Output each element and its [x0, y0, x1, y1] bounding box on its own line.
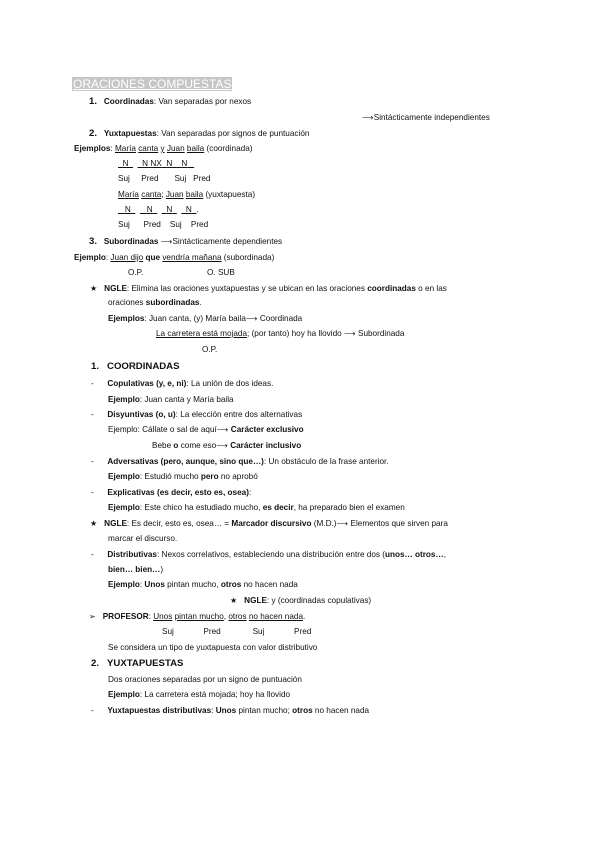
example-yuxtapuesta: María canta; Juan baila (yuxtapuesta)	[118, 190, 256, 199]
ngle-example-subordinada: La carretera está mojada; (por tanto) hoy ha llovido ⟶ Subordinada	[156, 329, 405, 338]
analysis-suj-pred-row-2: Suj Pred Suj Pred	[118, 220, 209, 229]
disyuntivas-example-2: Bebe o come eso⟶ Carácter inclusivo	[152, 441, 302, 450]
profesor-note: ➢ PROFESOR: Unos pintan mucho, otros no hacen nada.	[89, 612, 306, 621]
ngle-note-1-cont: oraciones subordinadas.	[108, 298, 202, 307]
ngle-note-3: ★ NGLE: y (coordinadas copulativas)	[230, 596, 372, 605]
yuxtapuestas-distributivas-item: - Yuxtapuestas distributivas: Unos pintan mucho; otros no hacen nada	[91, 706, 370, 715]
independientes-note: ⟶Sintácticamente independientes	[362, 113, 490, 122]
profesor-analysis: Suj Pred Suj Pred	[162, 627, 312, 636]
section-heading-yuxtapuestas: 2. YUXTAPUESTAS	[91, 658, 184, 669]
copulativas-example: Ejemplo: Juan canta y María baila	[108, 395, 234, 404]
distributivas-example: Ejemplo: Unos pintan mucho, otros no hacen nada	[108, 580, 298, 589]
item-subordinadas: 3. Subordinadas ⟶Sintácticamente dependientes	[89, 236, 283, 247]
analysis-n-row-1: N N NX N N	[122, 159, 188, 168]
disyuntivas-example-1: Ejemplo: Cállate o sal de aquí⟶ Carácter exclusivo	[108, 425, 304, 434]
yuxtapuestas-example: Ejemplo: La carretera está mojada; hoy ha llovido	[108, 690, 291, 699]
distributivas-item-cont: bien… bien…)	[108, 565, 164, 574]
explicativas-item: - Explicativas (es decir, esto es, osea):	[91, 488, 252, 497]
star-icon: ★	[230, 596, 238, 605]
arrow-bullet-icon: ➢	[89, 612, 96, 621]
disyuntivas-item: - Disyuntivas (o, u): La elección entre dos alternativas	[91, 410, 303, 419]
explicativas-example: Ejemplo: Este chico ha estudiado mucho, es decir, ha preparado bien el examen	[108, 503, 405, 512]
distributivas-item: - Distributivas: Nexos correlativos, estableciendo una distribución entre dos (unos… otros…,	[91, 550, 446, 559]
op-label: O.P.	[202, 345, 218, 354]
item-yuxtapuestas: 2. Yuxtapuestas: Van separadas por signos de puntuación	[89, 128, 310, 139]
section-heading-coordinadas: 1. COORDINADAS	[91, 361, 180, 372]
item-coordinadas: 1. Coordinadas: Van separadas por nexos	[89, 96, 252, 107]
ngle-note-2: ★ NGLE: Es decir, esto es, osea… = Marcador discursivo (M.D.)⟶ Elementos que sirven para	[90, 519, 448, 528]
ngle-note-1: ★ NGLE: Elimina las oraciones yuxtapuestas y se ubican en las oraciones coordinadas o en las	[90, 284, 447, 293]
example-subordinada: Ejemplo: Juan dijo que vendría mañana (subordinada)	[74, 253, 275, 262]
analysis-n-row-2: N N N N .	[124, 205, 199, 214]
copulativas-item: - Copulativas (y, e, ni): La unión de dos ideas.	[91, 379, 274, 388]
op-sub-labels: O.P. O. SUB	[128, 268, 235, 277]
analysis-suj-pred-row-1: Suj Pred Suj Pred	[118, 174, 211, 183]
adversativas-example: Ejemplo: Estudió mucho pero no aprobó	[108, 472, 258, 481]
star-icon: ★	[90, 284, 98, 293]
document-title: ORACIONES COMPUESTAS	[73, 77, 232, 91]
ngle-examples: Ejemplos: Juan canta, (y) María baila⟶ Coordinada	[108, 314, 303, 323]
star-icon: ★	[90, 519, 98, 528]
profesor-conclusion: Se considera un tipo de yuxtapuesta con valor distributivo	[108, 643, 318, 652]
adversativas-item: - Adversativas (pero, aunque, sino que…): Un obstáculo de la frase anterior.	[91, 457, 389, 466]
yuxtapuestas-definition: Dos oraciones separadas por un signo de puntuación	[108, 675, 302, 684]
example-coordinada: Ejemplos: María canta y Juan baila (coordinada)	[74, 144, 253, 153]
ngle-note-2-cont: marcar el discurso.	[108, 534, 178, 543]
